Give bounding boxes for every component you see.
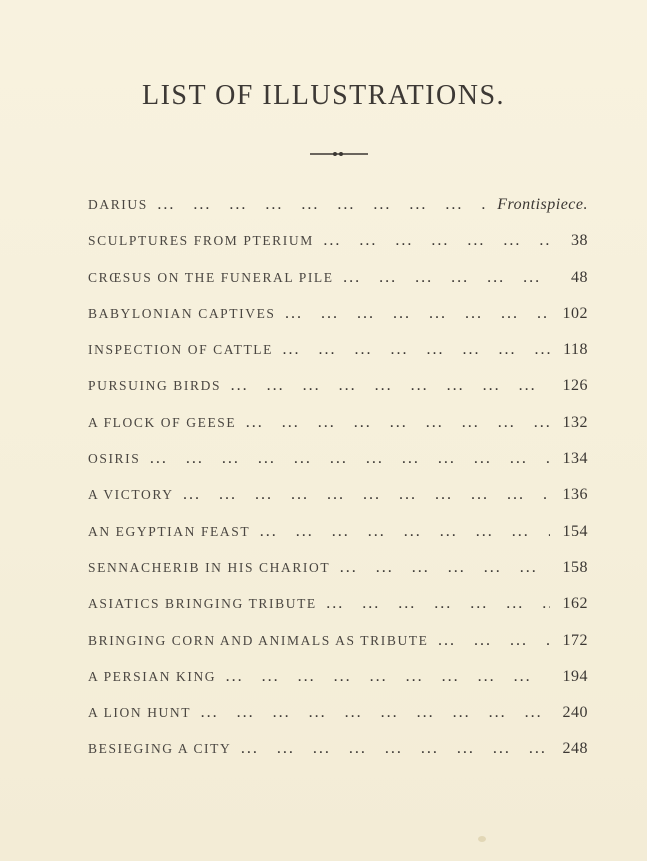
entry-page: 126 xyxy=(562,377,588,395)
list-item xyxy=(88,377,588,413)
entry-page: 118 xyxy=(563,341,588,359)
dot-leader xyxy=(340,561,550,576)
entry-page: 132 xyxy=(562,413,588,431)
entry-page: 102 xyxy=(562,304,588,322)
list-item xyxy=(88,414,588,450)
entry-label: SCULPTURES FROM PTERIUM xyxy=(88,233,314,249)
entry-label: OSIRIS xyxy=(88,451,141,467)
dot-leader xyxy=(158,198,487,213)
entry-label: SENNACHERIB IN HIS CHARIOT xyxy=(88,559,331,575)
entry-page: 172 xyxy=(562,631,588,649)
entry-page: 240 xyxy=(562,704,588,722)
dot-leader xyxy=(260,525,550,540)
entry-page: 194 xyxy=(562,667,588,685)
entry-label: A PERSIAN KING xyxy=(88,668,217,684)
entry-page: Frontispiece. xyxy=(497,196,588,213)
dot-leader xyxy=(226,670,550,685)
entry-label: A LION HUNT xyxy=(88,705,192,721)
list-item xyxy=(88,232,588,268)
entry-page: 38 xyxy=(571,232,588,250)
list-item xyxy=(88,668,588,704)
dot-leader xyxy=(327,597,550,612)
entry-label: BESIEGING A CITY xyxy=(88,741,232,757)
dot-leader xyxy=(344,271,550,286)
dot-leader xyxy=(150,452,550,467)
dot-leader xyxy=(231,379,550,394)
entry-label: A VICTORY xyxy=(88,487,174,503)
entry-page: 154 xyxy=(562,522,588,540)
list-item xyxy=(88,269,588,305)
dot-leader xyxy=(241,742,550,757)
entry-page: 48 xyxy=(571,268,588,286)
entry-page: 136 xyxy=(562,486,588,504)
entry-label: PURSUING BIRDS xyxy=(88,378,222,394)
list-item xyxy=(88,341,588,377)
page-title: LIST OF ILLUSTRATIONS. xyxy=(141,80,506,111)
ornament-divider-icon xyxy=(310,148,368,160)
entry-label: DARIUS xyxy=(88,197,148,212)
dot-leader xyxy=(324,234,550,249)
entry-page: 134 xyxy=(562,450,588,468)
dot-leader xyxy=(201,706,550,721)
entry-label: BRINGING CORN AND ANIMALS AS TRIBUTE xyxy=(88,632,429,648)
dot-leader xyxy=(184,488,550,503)
entry-label: AN EGYPTIAN FEAST xyxy=(88,523,251,539)
entry-label: A FLOCK OF GEESE xyxy=(88,414,237,430)
dot-leader xyxy=(283,343,550,358)
entry-label: BABYLONIAN CAPTIVES xyxy=(88,305,276,321)
list-item xyxy=(88,486,588,522)
dot-leader xyxy=(439,634,551,649)
list-item xyxy=(88,523,588,559)
list-item xyxy=(88,595,588,631)
list-item xyxy=(88,559,588,595)
illustrations-list xyxy=(88,196,588,777)
list-item xyxy=(88,305,588,341)
list-item xyxy=(88,196,588,232)
dot-leader xyxy=(246,416,550,431)
entry-page: 162 xyxy=(562,595,588,613)
list-item xyxy=(88,740,588,776)
entry-label: INSPECTION OF CATTLE xyxy=(88,342,274,358)
entry-page: 158 xyxy=(562,558,588,576)
list-item xyxy=(88,632,588,668)
list-item xyxy=(88,450,588,486)
entry-label: ASIATICS BRINGING TRIBUTE xyxy=(88,596,317,612)
paper-blemish xyxy=(478,836,486,842)
entry-label: CRŒSUS ON THE FUNERAL PILE xyxy=(88,269,334,285)
list-item xyxy=(88,704,588,740)
dot-leader xyxy=(286,307,550,322)
entry-page: 248 xyxy=(562,740,588,758)
